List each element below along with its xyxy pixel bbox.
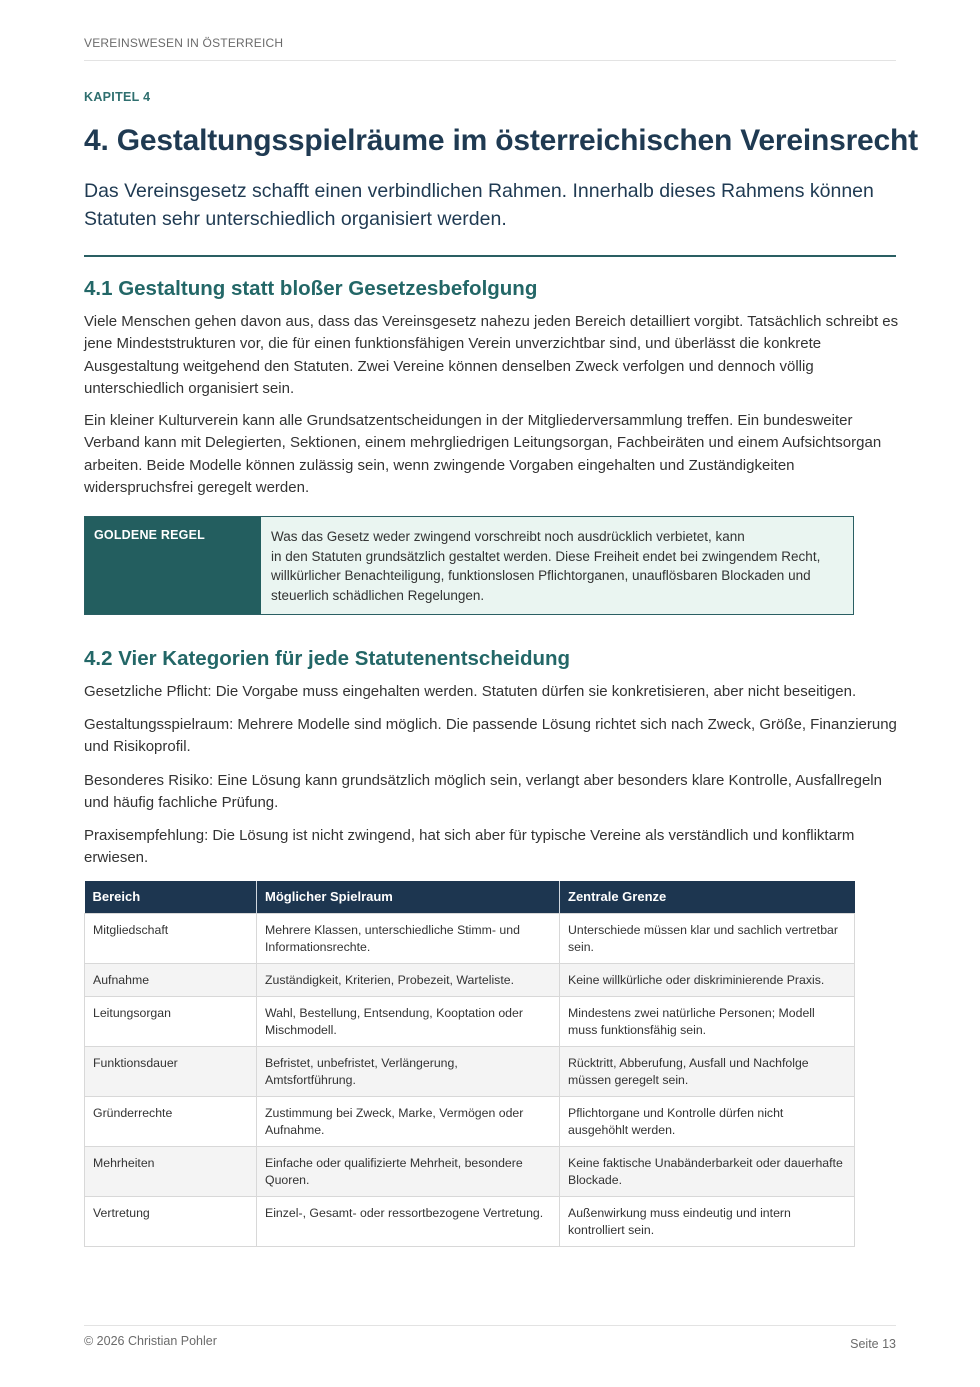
table-cell-grenze: Außenwirkung muss eindeutig und intern kontrolliert sein. <box>560 1196 855 1246</box>
chapter-title: 4. Gestaltungsspielräume im österreichischen Vereinsrecht <box>84 124 918 157</box>
chapter-label: KAPITEL 4 <box>84 90 151 104</box>
table-row <box>85 1096 855 1146</box>
table-header-row <box>85 881 855 913</box>
table-cell-spielraum: Zustimmung bei Zweck, Marke, Vermögen oder Aufnahme. <box>257 1096 560 1146</box>
table-row <box>85 1196 855 1246</box>
golden-rule-callout <box>84 516 854 615</box>
section-4-1-paragraph-2: Ein kleiner Kulturverein kann alle Grundsatzentscheidungen in der Mitgliederversammlung treffen. Ein bundesweiter Verband kann mit Delegierten, Sektionen, einem mehrgliedrigen Leitungsorgan, Fachbeiräten und einem Aufsichtsorgan arbeiten. Beide Modelle können zulässig sein, wenn zwingende Vorgaben eingehalten und Zuständigkeiten widerspruchsfrei geregelt werden. <box>84 412 882 496</box>
table-cell-grenze: Keine willkürliche oder diskriminierende Praxis. <box>560 963 855 996</box>
callout-label: GOLDENE REGEL <box>85 517 261 614</box>
table-cell-spielraum: Befristet, unbefristet, Verlängerung, Amtsfortführung. <box>257 1046 560 1096</box>
table-cell-spielraum: Einzel-, Gesamt- oder ressortbezogene Vertretung. <box>257 1196 560 1246</box>
section-heading-4-2: 4.2 Vier Kategorien für jede Statutenentscheidung <box>84 647 571 670</box>
section-heading-4-1: 4.1 Gestaltung statt bloßer Gesetzesbefolgung <box>84 277 538 300</box>
table-cell-bereich: Vertretung <box>85 1196 257 1246</box>
category-praxisempfehlung: Praxisempfehlung: Die Lösung ist nicht zwingend, hat sich aber für typische Vereine als verständlich und konfliktarm erwiesen. <box>84 827 855 867</box>
table-cell-bereich: Mitgliedschaft <box>85 913 257 963</box>
table-row <box>85 1146 855 1196</box>
table-cell-spielraum: Mehrere Klassen, unterschiedliche Stimm- und Informationsrechte. <box>257 913 560 963</box>
footer-divider <box>84 1325 896 1326</box>
document-page <box>84 0 918 1387</box>
table-cell-spielraum: Einfache oder qualifizierte Mehrheit, besondere Quoren. <box>257 1146 560 1196</box>
section-4-1-paragraph-1: Viele Menschen gehen davon aus, dass das Vereinsgesetz nahezu jeden Bereich detailliert vorgibt. Tatsächlich schreibt es jene Mindeststrukturen vor, die für einen funktionsfähigen Verein unverzichtbar sind, und überlässt die konkrete Ausgestaltung weitgehend den Statuten. Zwei Vereine können denselben Zweck verfolgen und dennoch völlig unterschiedlich organisiert sein. <box>84 313 899 397</box>
table-cell-bereich: Funktionsdauer <box>85 1046 257 1096</box>
table-cell-grenze: Rücktritt, Abberufung, Ausfall und Nachfolge müssen geregelt sein. <box>560 1046 855 1096</box>
table-cell-bereich: Mehrheiten <box>85 1146 257 1196</box>
column-header-spielraum: Möglicher Spielraum <box>257 881 560 913</box>
footer-page-number: Seite 13 <box>850 1337 896 1351</box>
category-besonderes-risiko: Besonderes Risiko: Eine Lösung kann grundsätzlich möglich sein, verlangt aber besonders klare Kontrolle, Ausfallregeln und häufig fachliche Prüfung. <box>84 772 882 812</box>
category-gesetzliche-pflicht: Gesetzliche Pflicht: Die Vorgabe muss eingehalten werden. Statuten dürfen sie konkretisieren, aber nicht beseitigen. <box>84 683 857 700</box>
table-cell-spielraum: Wahl, Bestellung, Entsendung, Kooptation oder Mischmodell. <box>257 996 560 1046</box>
table-row <box>85 1046 855 1096</box>
table-row <box>85 996 855 1046</box>
lead-divider <box>84 255 896 257</box>
column-header-bereich: Bereich <box>85 881 257 913</box>
category-gestaltungsspielraum: Gestaltungsspielraum: Mehrere Modelle sind möglich. Die passende Lösung richtet sich nach Zweck, Größe, Finanzierung und Risikoprofil. <box>84 716 897 756</box>
callout-text-line-1: Was das Gesetz weder zwingend vorschreibt noch ausdrücklich verbietet, kann <box>271 529 745 544</box>
callout-text <box>261 517 853 614</box>
gestaltungsspielraum-table <box>84 881 855 1247</box>
table-cell-bereich: Gründerrechte <box>85 1096 257 1146</box>
table-cell-bereich: Aufnahme <box>85 963 257 996</box>
footer-copyright: © 2026 Christian Pohler <box>84 1334 217 1348</box>
table-cell-bereich: Leitungsorgan <box>85 996 257 1046</box>
table-cell-spielraum: Zuständigkeit, Kriterien, Probezeit, Warteliste. <box>257 963 560 996</box>
callout-text-line-2: in den Statuten grundsätzlich gestaltet werden. Diese Freiheit endet bei zwingendem Recht, willkürlicher Benachteiligung, funktionslosen Pflichtorganen, unauflösbaren Blockaden und steuerlich schädlichen Regelungen. <box>271 548 821 603</box>
table-cell-grenze: Unterschiede müssen klar und sachlich vertretbar sein. <box>560 913 855 963</box>
chapter-lead: Das Vereinsgesetz schafft einen verbindlichen Rahmen. Innerhalb dieses Rahmens können Statuten sehr unterschiedlich organisiert werden. <box>84 180 874 230</box>
table-row <box>85 913 855 963</box>
running-header: VEREINSWESEN IN ÖSTERREICH <box>84 36 284 50</box>
column-header-grenze: Zentrale Grenze <box>560 881 855 913</box>
table-row <box>85 963 855 996</box>
table-cell-grenze: Pflichtorgane und Kontrolle dürfen nicht ausgehöhlt werden. <box>560 1096 855 1146</box>
table-cell-grenze: Mindestens zwei natürliche Personen; Modell muss funktionsfähig sein. <box>560 996 855 1046</box>
table-cell-grenze: Keine faktische Unabänderbarkeit oder dauerhafte Blockade. <box>560 1146 855 1196</box>
header-divider <box>84 60 896 61</box>
